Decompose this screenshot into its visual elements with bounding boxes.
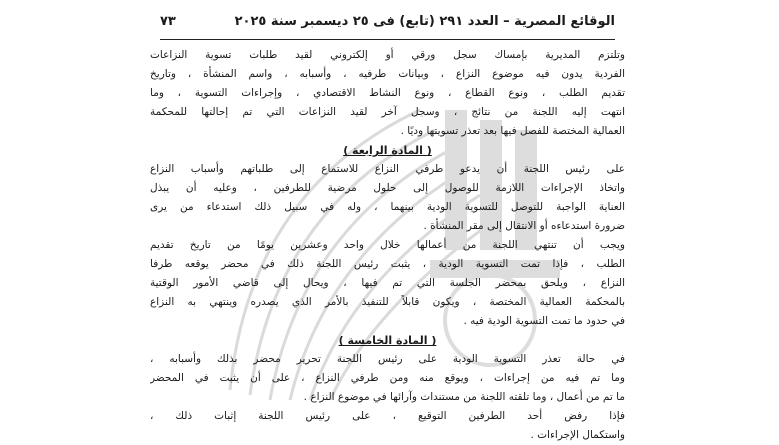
text-line: وتلتزم المديرية بإمساك سجل ورقي أو إلكتروني لقيد طلبات تسوية النزاعات <box>150 49 625 61</box>
paragraph-failed-settlement <box>150 350 625 407</box>
text-line: تقديم الطلب ، ونوع القطاع ، ونوع النشاط الاقتصادي ، وإجراءات التسوية ، وما <box>150 87 625 99</box>
page-number: ٧٣ <box>160 14 176 29</box>
text-line: وما تم فيه من إجراءات ، ويوقع منه ومن طرفي النزاع ، على أن يثبت في المحضر <box>150 372 625 384</box>
text-line: في حدود ما تمت التسوية الودية فيه . <box>463 315 625 327</box>
text-line: واتخاذ الإجراءات اللازمة للوصول إلى حلول مرضية للطرفين ، وعليه أن يبذل <box>150 182 625 194</box>
text-line: العناية الواجبة للتوصل للتسوية الودية بينهما ، وله في سبيل ذلك استدعاء من يرى <box>150 201 625 213</box>
text-line: ما تم من أعمال ، وما تلقته اللجنة من مستندات وآرائها في موضوع النزاع . <box>303 391 625 403</box>
article-5-heading: ( المادة الخامسة ) <box>338 334 437 347</box>
text-line: على رئيس اللجنة أن يدعو طرفي النزاع للاستماع إلى طلباتهم وأسباب النزاع <box>150 163 625 175</box>
text-line: ضرورة استدعاءه أو الانتقال إلى مقر المنشأة . <box>423 220 625 232</box>
paragraph-registry <box>150 46 625 141</box>
paragraph-deadline <box>150 236 625 331</box>
article-4-heading: ( المادة الرابعة ) <box>343 144 432 157</box>
text-line: ويجب أن تنتهي اللجنة من أعمالها خلال واحد وعشرين يومًا من تاريخ تقديم <box>150 239 625 251</box>
text-line: واستكمال الإجراءات . <box>530 429 625 441</box>
text-line: الفردية يدون فيه موضوع النزاع ، وبيانات طرفيه ، وأسبابه ، واسم المنشأة ، وتاريخ <box>150 68 625 80</box>
text-line: بالمحكمة العمالية المختصة ، ويكون قابلاً للتنفيذ بالأمر الذي يصدره وينتهي به النزاع <box>150 296 625 308</box>
text-line: فإذا رفض أحد الطرفين التوقيع ، على رئيس اللجنة إثبات ذلك ، <box>150 410 625 422</box>
paragraph-refusal <box>150 407 625 445</box>
paragraph-committee-duties <box>150 160 625 236</box>
text-line: النزاع ، ويلحق بمحضر الجلسة التي تم فيها ، ويحال إلى قاضي الأمور الوقتية <box>150 277 625 289</box>
text-line: الطلب ، فإذا تمت التسوية الودية ، يثبت رئيس اللجنة ذلك في محضر يوقعه طرفا <box>150 258 625 270</box>
article-body <box>150 46 625 445</box>
text-line: في حالة تعذر التسوية الودية على رئيس اللجنة تحرير محضر بذلك وأسبابه ، <box>150 353 625 365</box>
text-line: انتهت إليه اللجنة من نتائج ، وسجل آخر لقيد النزاعات التي تم إحالتها للمحكمة <box>150 106 625 118</box>
header-divider <box>160 39 615 40</box>
page-header <box>160 6 615 40</box>
text-line: العمالية المختصة للفصل فيها بعد تعذر تسويتها وديًا . <box>400 125 625 137</box>
gazette-title: الوقائع المصرية – العدد ٢٩١ (تابع) فى ٢٥ ديسمبر سنة ٢٠٢٥ <box>234 14 615 29</box>
